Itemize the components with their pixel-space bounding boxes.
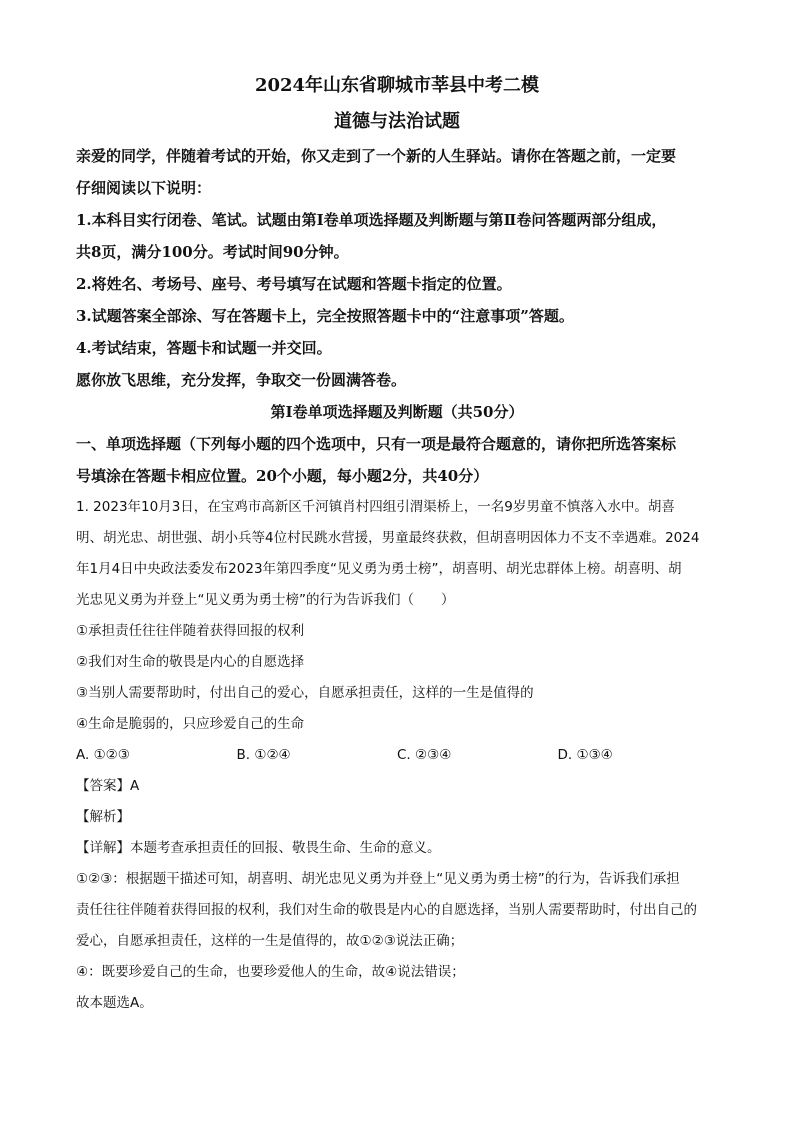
statement-2: ②我们对生命的敬畏是内心的自愿选择 <box>76 654 305 670</box>
analysis-label: 【解析】 <box>76 809 130 825</box>
question-stem-line4: 光忠见义勇为并登上“见义勇为勇士榜”的行为告诉我们（ ） <box>76 592 455 608</box>
intro-item1-line2: 共8页，满分100分。考试时间90分钟。 <box>76 243 349 261</box>
analysis-line2: 责任往往伴随着获得回报的权利，我们对生命的敬畏是内心的自愿选择，当别人需要帮助时，付出自己的 <box>76 902 697 918</box>
intro-greeting-line2: 仔细阅读以下说明： <box>76 179 212 197</box>
part1-heading-line1: 一、单项选择题（下列每小题的四个选项中，只有一项是最符合题意的，请你把所选答案标 <box>76 435 677 453</box>
question-stem-line1: 1. 2023年10月3日，在宝鸡市高新区千河镇肖村四组引渭渠桥上，一名9岁男童不慎落入水中。胡喜 <box>76 499 675 515</box>
intro-greeting-line1: 亲爱的同学，伴随着考试的开始，你又走到了一个新的人生驿站。请你在答题之前，一定要 <box>76 147 677 165</box>
option-b: B. ①②④ <box>236 747 291 763</box>
analysis-line1: ①②③：根据题干描述可知，胡喜明、胡光忠见义勇为并登上“见义勇为勇士榜”的行为，告诉我们承担 <box>76 871 680 887</box>
section1-title: 第Ⅰ卷单项选择题及判断题（共50分） <box>270 403 524 421</box>
statement-4: ④生命是脆弱的，只应珍爱自己的生命 <box>76 716 305 732</box>
intro-item4: 4.考试结束，答题卡和试题一并交回。 <box>76 339 332 357</box>
statement-3: ③当别人需要帮助时，付出自己的爱心，自愿承担责任，这样的一生是值得的 <box>76 685 534 701</box>
exam-title: 2024年山东省聊城市莘县中考二模 <box>254 75 540 96</box>
conclusion-text: 故本题选A。 <box>76 995 153 1011</box>
answer-options <box>76 740 718 771</box>
intro-wish: 愿你放飞思维，充分发挥，争取交一份圆满答卷。 <box>76 371 407 389</box>
part1-heading-line2: 号填涂在答题卡相应位置。20个小题，每小题2分，共40分） <box>76 467 489 485</box>
statement-1: ①承担责任往往伴随着获得回报的权利 <box>76 623 305 639</box>
detail-text: 【详解】本题考查承担责任的回报、敬畏生命、生命的意义。 <box>76 840 441 856</box>
exam-subtitle: 道德与法治试题 <box>334 111 460 132</box>
analysis-line3: 爱心，自愿承担责任，这样的一生是值得的，故①②③说法正确； <box>76 933 464 949</box>
question-stem-line2: 明、胡光忠、胡世强、胡小兵等4位村民跳水营援，男童最终获救，但胡喜明因体力不支不幸遇难。2024 <box>76 530 700 546</box>
intro-item2: 2.将姓名、考场号、座号、考号填写在试题和答题卡指定的位置。 <box>76 275 512 293</box>
answer-label: 【答案】A <box>76 778 140 794</box>
question-stem-line3: 年1月4日中央政法委发布2023年第四季度“见义勇为勇士榜”，胡喜明、胡光忠群体上榜。胡喜明、胡 <box>76 561 682 577</box>
analysis-line4: ④：既要珍爱自己的生命，也要珍爱他人的生命，故④说法错误； <box>76 964 465 980</box>
intro-item1-line1: 1.本科目实行闭卷、笔试。试题由第Ⅰ卷单项选择题及判断题与第Ⅱ卷问答题两部分组成， <box>76 211 667 229</box>
option-a: A. ①②③ <box>76 747 130 763</box>
intro-item3: 3.试题答案全部涂、写在答题卡上，完全按照答题卡中的“注意事项”答题。 <box>76 307 574 325</box>
option-c: C. ②③④ <box>397 747 452 763</box>
option-d: D. ①③④ <box>557 747 613 763</box>
question-1 <box>76 492 718 1019</box>
